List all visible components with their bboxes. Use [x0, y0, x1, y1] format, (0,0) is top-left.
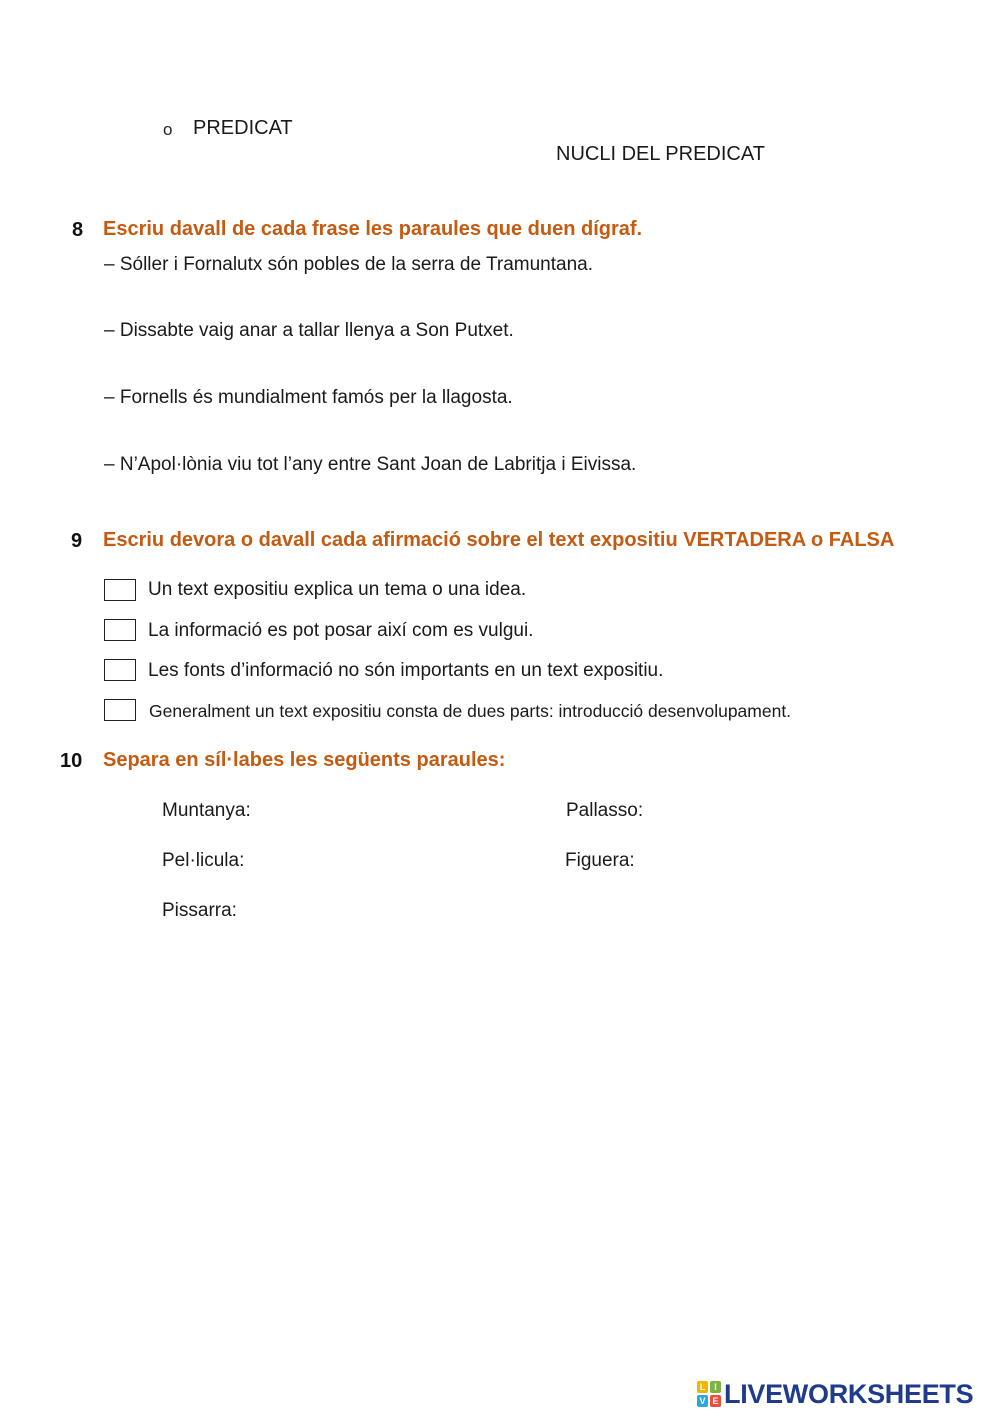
- word-pissarra: Pissarra:: [162, 900, 237, 921]
- word-pellicula: Pel·licula:: [162, 850, 245, 871]
- question-9-title: Escriu devora o davall cada afirmació sobre el text expositiu VERTADERA o FALSA: [103, 529, 895, 551]
- q8-sentence-4: – N’Apol·lònia viu tot l’any entre Sant Joan de Labritja i Eivissa.: [104, 454, 637, 475]
- bullet-marker: o: [163, 120, 173, 139]
- question-10-number: 10: [60, 750, 83, 772]
- q9-statement-2: La informació es pot posar així com es vulgui.: [148, 620, 534, 641]
- answer-box-3[interactable]: [104, 659, 136, 681]
- logo-mark-v: V: [697, 1395, 708, 1407]
- q9-statement-4: Generalment un text expositiu consta de dues parts: introducció desenvolupament.: [149, 701, 792, 721]
- liveworksheets-logo: [697, 1378, 973, 1410]
- q8-sentence-1: – Sóller i Fornalutx són pobles de la serra de Tramuntana.: [104, 254, 593, 275]
- question-10-title: Separa en síl·labes les següents paraules:: [103, 749, 506, 771]
- question-8-number: 8: [72, 219, 84, 241]
- logo-mark-e: E: [710, 1395, 721, 1407]
- q9-statement-3: Les fonts d’informació no són importants en un text expositiu.: [148, 660, 664, 681]
- logo-mark-i: I: [710, 1381, 721, 1393]
- word-pallasso: Pallasso:: [566, 800, 644, 821]
- word-muntanya: Muntanya:: [162, 800, 251, 821]
- answer-box-2[interactable]: [104, 619, 136, 641]
- answer-box-4[interactable]: [104, 699, 136, 721]
- q8-sentence-3: – Fornells és mundialment famós per la llagosta.: [104, 387, 513, 408]
- question-9-number: 9: [71, 530, 83, 552]
- q8-sentence-2: – Dissabte vaig anar a tallar llenya a Son Putxet.: [104, 320, 514, 341]
- q9-statement-1: Un text expositiu explica un tema o una idea.: [148, 579, 527, 600]
- question-8-title: Escriu davall de cada frase les paraules que duen dígraf.: [103, 218, 643, 240]
- word-figuera: Figuera:: [565, 850, 635, 871]
- liveworksheets-logo-text: LIVEWORKSHEETS: [724, 1378, 974, 1409]
- nucli-predicat-label: NUCLI DEL PREDICAT: [556, 143, 765, 165]
- logo-mark-l: L: [697, 1381, 708, 1393]
- predicat-label: PREDICAT: [193, 117, 293, 139]
- liveworksheets-logo-icon: [697, 1381, 721, 1407]
- answer-box-1[interactable]: [104, 579, 136, 601]
